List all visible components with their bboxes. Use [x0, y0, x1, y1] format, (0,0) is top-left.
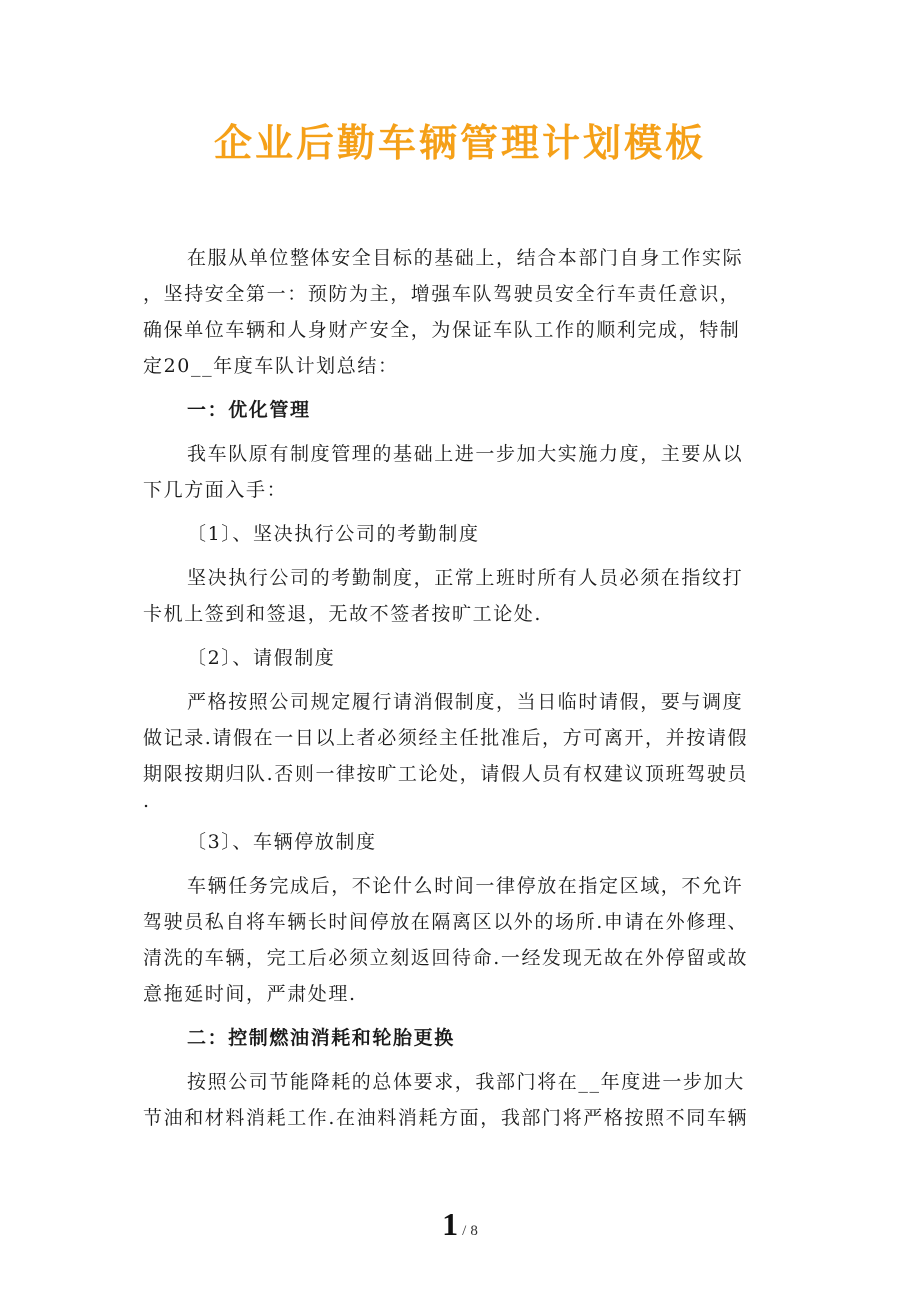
paragraph-line: 做记录.请假在一日以上者必须经主任批准后，方可离开，并按请假 — [143, 727, 749, 749]
paragraph-line: 卡机上签到和签退，无故不签者按旷工论处. — [143, 603, 543, 625]
subsection-heading: 〔1〕、坚决执行公司的考勤制度 — [187, 523, 480, 545]
paragraph-line: ，坚持安全第一：预防为主，增强车队驾驶员安全行车责任意识， — [143, 283, 741, 305]
section-heading-2: 二：控制燃油消耗和轮胎更换 — [187, 1027, 455, 1049]
page-number: 1 — [442, 1206, 459, 1242]
paragraph-line: 驾驶员私自将车辆长时间停放在隔离区以外的场所.申请在外修理、 — [143, 911, 749, 933]
page-separator: / — [462, 1223, 467, 1239]
paragraph-line: 期限按期归队.否则一律按旷工论处，请假人员有权建议顶班驾驶员 — [143, 763, 749, 785]
paragraph-line: 确保单位车辆和人身财产安全，为保证车队工作的顺利完成，特制 — [143, 319, 741, 341]
paragraph-line: 我车队原有制度管理的基础上进一步加大实施力度，主要从以 — [187, 443, 744, 465]
paragraph-line: 清洗的车辆，完工后必须立刻返回待命.一经发现无故在外停留或故 — [143, 947, 749, 969]
subsection-heading: 〔2〕、请假制度 — [187, 647, 336, 669]
paragraph-line: 节油和材料消耗工作.在油料消耗方面，我部门将严格按照不同车辆 — [143, 1107, 749, 1129]
paragraph-line: 意拖延时间，严肃处理. — [143, 983, 357, 1005]
document-title: 企业后勤车辆管理计划模板 — [213, 121, 706, 165]
section-heading-1: 一：优化管理 — [187, 399, 311, 421]
paragraph-line: 坚决执行公司的考勤制度，正常上班时所有人员必须在指纹打 — [187, 567, 744, 589]
paragraph-line: . — [143, 790, 150, 812]
page-footer — [0, 1206, 920, 1243]
paragraph-line: 在服从单位整体安全目标的基础上，结合本部门自身工作实际 — [187, 247, 744, 269]
subsection-heading: 〔3〕、车辆停放制度 — [187, 831, 377, 853]
paragraph-line: 严格按照公司规定履行请消假制度，当日临时请假，要与调度 — [187, 691, 744, 713]
document-body — [143, 240, 778, 1136]
page-total: 8 — [470, 1223, 478, 1239]
paragraph-line: 车辆任务完成后，不论什么时间一律停放在指定区域，不允许 — [187, 875, 744, 897]
paragraph-line: 按照公司节能降耗的总体要求，我部门将在__年度进一步加大 — [187, 1071, 745, 1093]
paragraph-line: 定20__年度车队计划总结： — [143, 355, 399, 377]
paragraph-line: 下几方面入手： — [143, 479, 288, 501]
